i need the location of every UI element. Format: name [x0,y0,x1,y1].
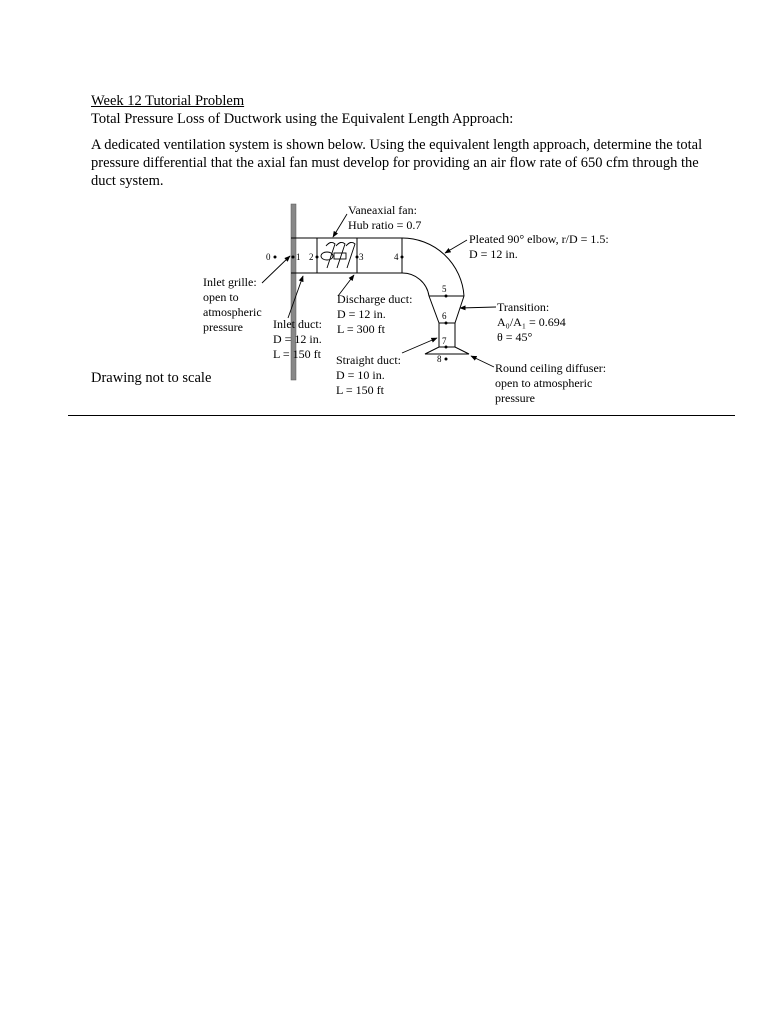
point-label-6: 6 [442,311,447,321]
document-title: Week 12 Tutorial Problem [91,93,245,109]
inlet-grille-label: Inlet grille: open to atmospheric pressure [203,275,262,334]
point-label-2: 2 [309,252,314,262]
document-subtitle: Total Pressure Loss of Ductwork using the Equivalent Length Approach: [91,111,514,127]
point-label-3: 3 [359,252,364,262]
point-label-8: 8 [437,354,442,364]
straight-duct-label: Straight duct: D = 10 in. L = 150 ft [336,353,401,397]
point-label-1: 1 [296,252,301,262]
point-label-4: 4 [394,252,399,262]
discharge-duct-label: Discharge duct: D = 12 in. L = 300 ft [337,292,413,336]
drawing-note: Drawing not to scale [91,370,212,386]
inlet-duct-label: Inlet duct: D = 12 in. L = 150 ft [273,317,322,361]
elbow-label: Pleated 90° elbow, r/D = 1.5: D = 12 in. [469,232,609,261]
point-label-7: 7 [442,336,447,346]
diffuser-label: Round ceiling diffuser: open to atmospheric pressure [495,361,607,405]
fan-icon [321,242,355,268]
transition-label: Transition: A₀/A₁ = 0.694 θ = 45° [497,300,566,344]
fan-label: Vaneaxial fan: Hub ratio = 0.7 [348,203,422,232]
problem-statement: A dedicated ventilation system is shown below. Using the equivalent length approach, determine the total pressure differential that the axial fan must develop for providing an air flow rate of 650 cfm through the duct system. [91,137,703,189]
point-label-0: 0 [266,252,271,262]
point-label-5: 5 [442,284,447,294]
